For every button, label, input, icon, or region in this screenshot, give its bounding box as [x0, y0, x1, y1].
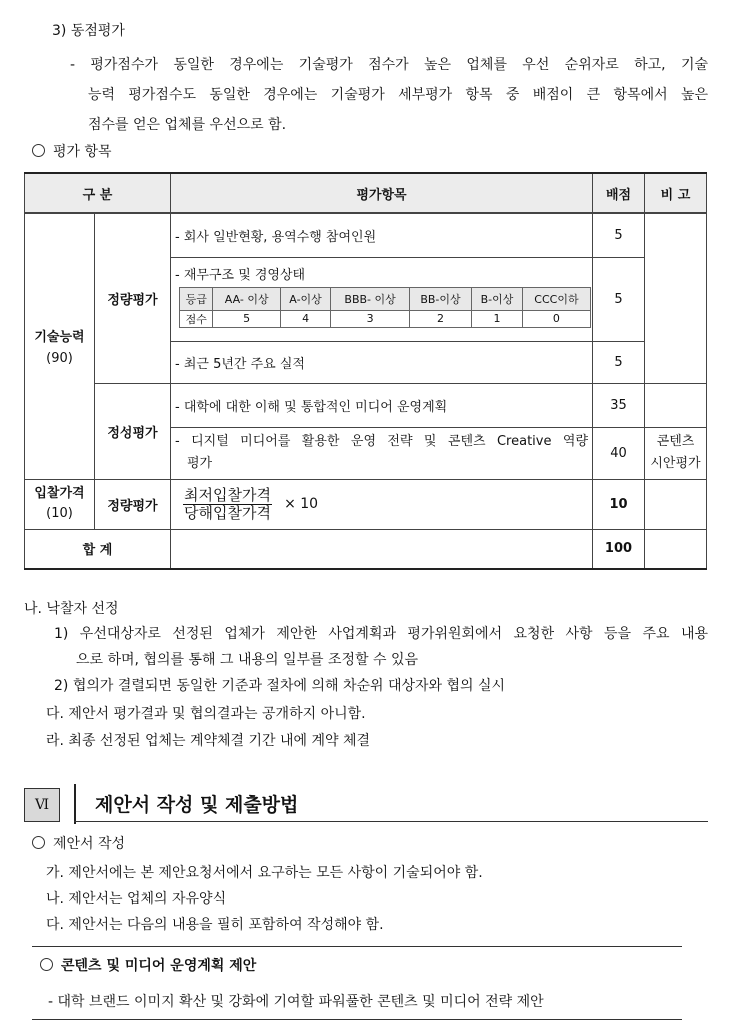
bid-numerator: 최저입찰가격 [184, 485, 271, 504]
note-cell [645, 213, 707, 383]
grade-header: 등급 [180, 287, 213, 310]
item-3-title: 3) 동점평가 [52, 23, 125, 39]
grade-score: 5 [213, 310, 280, 327]
tech-label: 기술능력 [34, 330, 85, 346]
item-3-line-1: - 평가점수가 동일한 경우에는 기술평가 점수가 높은 업체를 우선 순위자로 하고, 기술 [70, 57, 708, 73]
score-cell: 40 [593, 427, 645, 479]
score-cell: 5 [593, 213, 645, 257]
table-row [25, 213, 707, 257]
proposal-heading-text: 제안서 작성 [53, 836, 126, 852]
grade-header: B-이상 [472, 287, 523, 310]
credit-grade-table [179, 287, 591, 328]
circle-bullet-icon [40, 958, 53, 971]
grade-score: 3 [331, 310, 410, 327]
item-cell: - 회사 일반현황, 용역수행 참여인원 [171, 213, 593, 257]
ra-item: 라. 최종 선정된 업체는 계약체결 기간 내에 계약 체결 [46, 733, 371, 749]
note-text: 시안평가 [650, 456, 701, 471]
bid-quant-label: 정량평가 [95, 479, 171, 529]
tech-ability-cell [25, 213, 95, 479]
grade-header: BBB- 이상 [331, 287, 410, 310]
section-underline [74, 821, 708, 822]
header-note: 비 고 [645, 173, 707, 213]
ga-item: 가. 제안서에는 본 제안요청서에서 요구하는 모든 사항이 기술되어야 함. [46, 865, 483, 881]
grade-score: 2 [409, 310, 471, 327]
table-header-row [25, 173, 707, 213]
table-row [25, 479, 707, 529]
box-top-line [32, 946, 682, 947]
box-heading [40, 955, 256, 977]
bid-points: (10) [46, 506, 73, 521]
grade-score: 4 [280, 310, 330, 327]
note-cell [645, 427, 707, 479]
grade-header: CCC이하 [522, 287, 590, 310]
total-label: 합 계 [25, 529, 171, 569]
total-row [25, 529, 707, 569]
bid-denominator: 당해입찰가격 [184, 503, 271, 522]
grade-score: 점수 [180, 310, 213, 327]
item-text: 평가 [187, 456, 213, 471]
score-cell: 35 [593, 383, 645, 427]
item-text: - 재무구조 및 경영상태 [175, 267, 306, 283]
note-cell [645, 479, 707, 529]
na-item: 나. 제안서는 업체의 자유양식 [46, 891, 227, 907]
item-text: - 디지털 미디어를 활용한 운영 전략 및 콘텐츠 Creative 역량 [175, 434, 588, 449]
bid-label: 입찰가격 [34, 486, 85, 501]
item-cell: - 대학에 대한 이해 및 통합적인 미디어 운영계획 [171, 383, 593, 427]
qual-eval-label: 정성평가 [95, 383, 171, 479]
circle-bullet-icon [32, 836, 45, 849]
bid-multiplier: × 10 [284, 495, 319, 512]
item-3-line-2: 능력 평가점수도 동일한 경우에는 기술평가 세부평가 항목 중 배점이 큰 항목에서 높은 [88, 87, 708, 103]
total-note-cell [645, 529, 707, 569]
table-row [25, 383, 707, 427]
box-heading-text: 콘텐츠 및 미디어 운영계획 제안 [61, 958, 257, 974]
da-item: 다. 제안서는 다음의 내용을 필히 포함하여 작성해야 함. [46, 917, 384, 933]
quant-eval-label: 정량평가 [95, 213, 171, 383]
circle-bullet-icon [32, 144, 45, 157]
header-score: 배점 [593, 173, 645, 213]
grade-score: 0 [522, 310, 590, 327]
item-3-line-3: 점수를 얻은 업체를 우선으로 함. [88, 117, 287, 133]
grade-header: A-이상 [280, 287, 330, 310]
grade-score: 1 [472, 310, 523, 327]
evaluation-table [24, 172, 707, 570]
score-cell: 10 [593, 479, 645, 529]
proposal-heading [32, 832, 125, 856]
bid-formula-cell [171, 479, 593, 529]
box-bottom-line [32, 1019, 682, 1020]
grade-header: AA- 이상 [213, 287, 280, 310]
grade-header: BB-이상 [409, 287, 471, 310]
score-cell: 5 [593, 257, 645, 341]
item-cell [171, 427, 593, 479]
item-cell [171, 257, 593, 341]
da-item: 다. 제안서 평가결과 및 협의결과는 공개하지 아니함. [46, 706, 366, 722]
box-item: - 대학 브랜드 이미지 확산 및 강화에 기여할 파워풀한 콘텐츠 및 미디어 전략 제안 [48, 994, 544, 1010]
bid-fraction [183, 487, 272, 522]
section-title: 제안서 작성 및 제출방법 [95, 794, 299, 816]
eval-heading [32, 140, 112, 164]
na-title: 나. 낙찰자 선정 [24, 601, 119, 617]
total-score: 100 [593, 529, 645, 569]
header-item: 평가항목 [171, 173, 593, 213]
na-item-1-line-1: 1) 우선대상자로 선정된 업체가 제안한 사업계획과 평가위원회에서 요청한 사항 등을 주요 내용 [54, 626, 708, 642]
section-divider-bar [74, 784, 76, 824]
tech-points: (90) [46, 351, 73, 367]
bid-price-cell [25, 479, 95, 529]
na-item-1-line-2: 으로 하며, 협의를 통해 그 내용의 일부를 조정할 수 있음 [76, 652, 419, 668]
note-text: 콘텐츠 [656, 434, 695, 449]
na-item-2: 2) 협의가 결렬되면 동일한 기준과 절차에 의해 차순위 대상자와 협의 실시 [54, 678, 506, 694]
total-item-cell [171, 529, 593, 569]
eval-heading-text: 평가 항목 [53, 144, 112, 160]
score-cell: 5 [593, 341, 645, 383]
header-category: 구 분 [25, 173, 171, 213]
section-number-badge: Ⅵ [24, 788, 60, 822]
item-cell: - 최근 5년간 주요 실적 [171, 341, 593, 383]
note-cell [645, 383, 707, 427]
